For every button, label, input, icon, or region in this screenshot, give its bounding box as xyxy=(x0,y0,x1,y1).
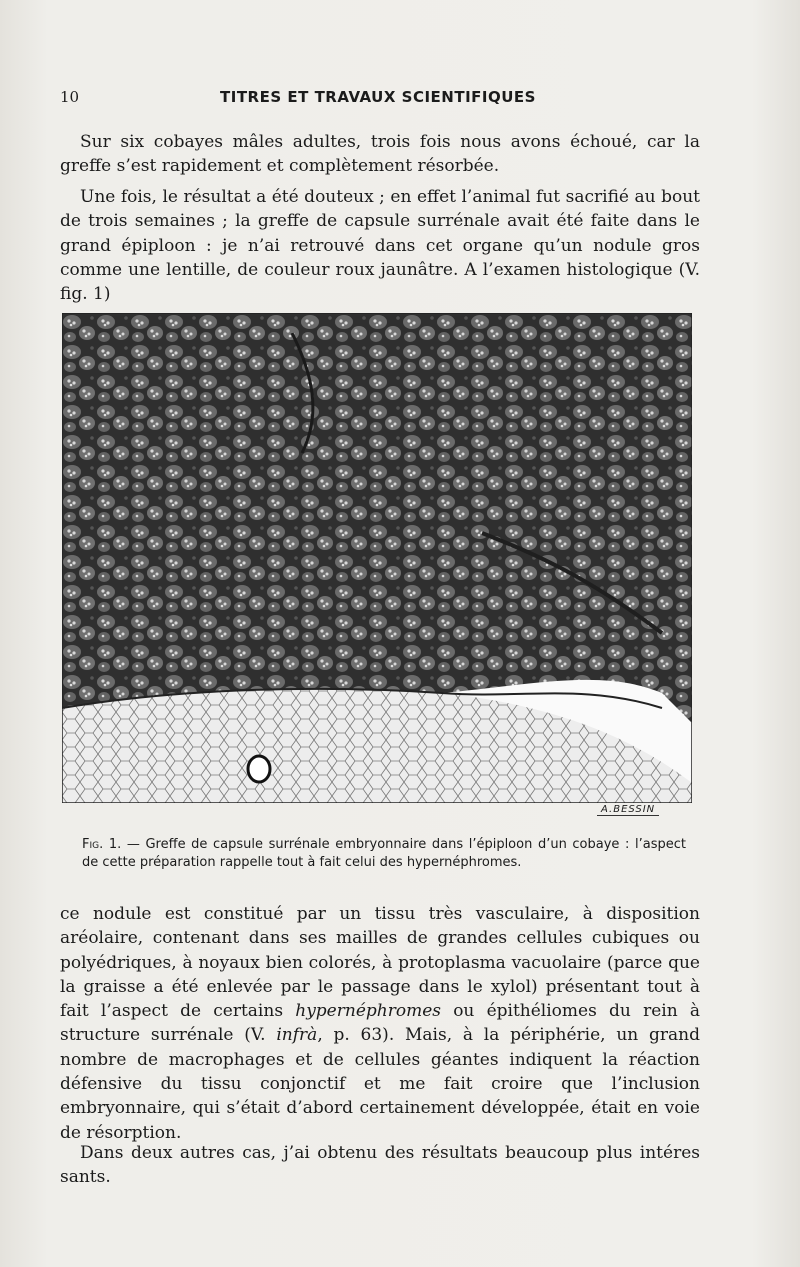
paragraph-3-text-3: , p. 63). Mais, à la périphérie, un grand nombre de macrophages et de cellules géantes indiquent la réaction défensive du tissu conjonctif et me fait croire que l’inclusion embryonnaire, qui s’était d’abord certainement développée, était en voie de résorption. xyxy=(60,1025,700,1143)
paragraph-1: Sur six cobayes mâles adultes, trois fois nous avons échoué, car la greffe s’est rapidement et complètement résorbée. xyxy=(60,132,700,177)
running-head-title: TITRES ET TRAVAUX SCIENTIFIQUES xyxy=(220,88,536,106)
paragraph-3-italic-2: infrà xyxy=(276,1025,318,1046)
paragraph-2: Une fois, le résultat a été douteux ; en effet l’animal fut sacrifié au bout de trois semaines ; la greffe de capsule surrénale avait été faite dans le grand épiploon : je n’ai retrouvé dans cet organe qu’un nodule gros comme une lentille, de couleur roux jaunâtre. A l’examen histologique (V. fig. 1) xyxy=(60,187,700,305)
figure-caption xyxy=(82,836,686,872)
paragraph-3-text-2: ou épithéliomes du rein à structure surrénale (V. xyxy=(60,1001,700,1046)
caption-text-end: hypernéphromes. xyxy=(406,855,522,870)
artist-signature: A.BESSIN xyxy=(597,804,659,816)
paragraph-3-text-1: ce nodule est constitué par un tissu très vasculaire, à disposition aréolaire, contenant dans ses mailles de grandes cellules cubiques ou polyédriques, à noyaux bien colorés, à protoplasma vacuolaire (parce que la graisse a été enlevée par le passage dans le xylol) présentant tout à fait l’aspect de certains xyxy=(60,904,700,1022)
page-number: 10 xyxy=(60,88,80,106)
paragraph-4: Dans deux autres cas, j’ai obtenu des résultats beaucoup plus intéres sants. xyxy=(60,1143,700,1188)
caption-text: — Greffe de capsule surrénale embryonnaire dans l’épiploon d’un cobaye : l’aspect de cette préparation rappelle tout à fait celui des xyxy=(82,837,687,870)
paragraph-3 xyxy=(60,902,700,1145)
paragraph-3-italic-1: hypernéphromes xyxy=(295,1001,441,1022)
histology-figure xyxy=(62,313,692,803)
caption-label: Fig. 1. xyxy=(82,837,122,852)
running-head xyxy=(60,88,700,110)
histology-illustration xyxy=(62,313,692,803)
